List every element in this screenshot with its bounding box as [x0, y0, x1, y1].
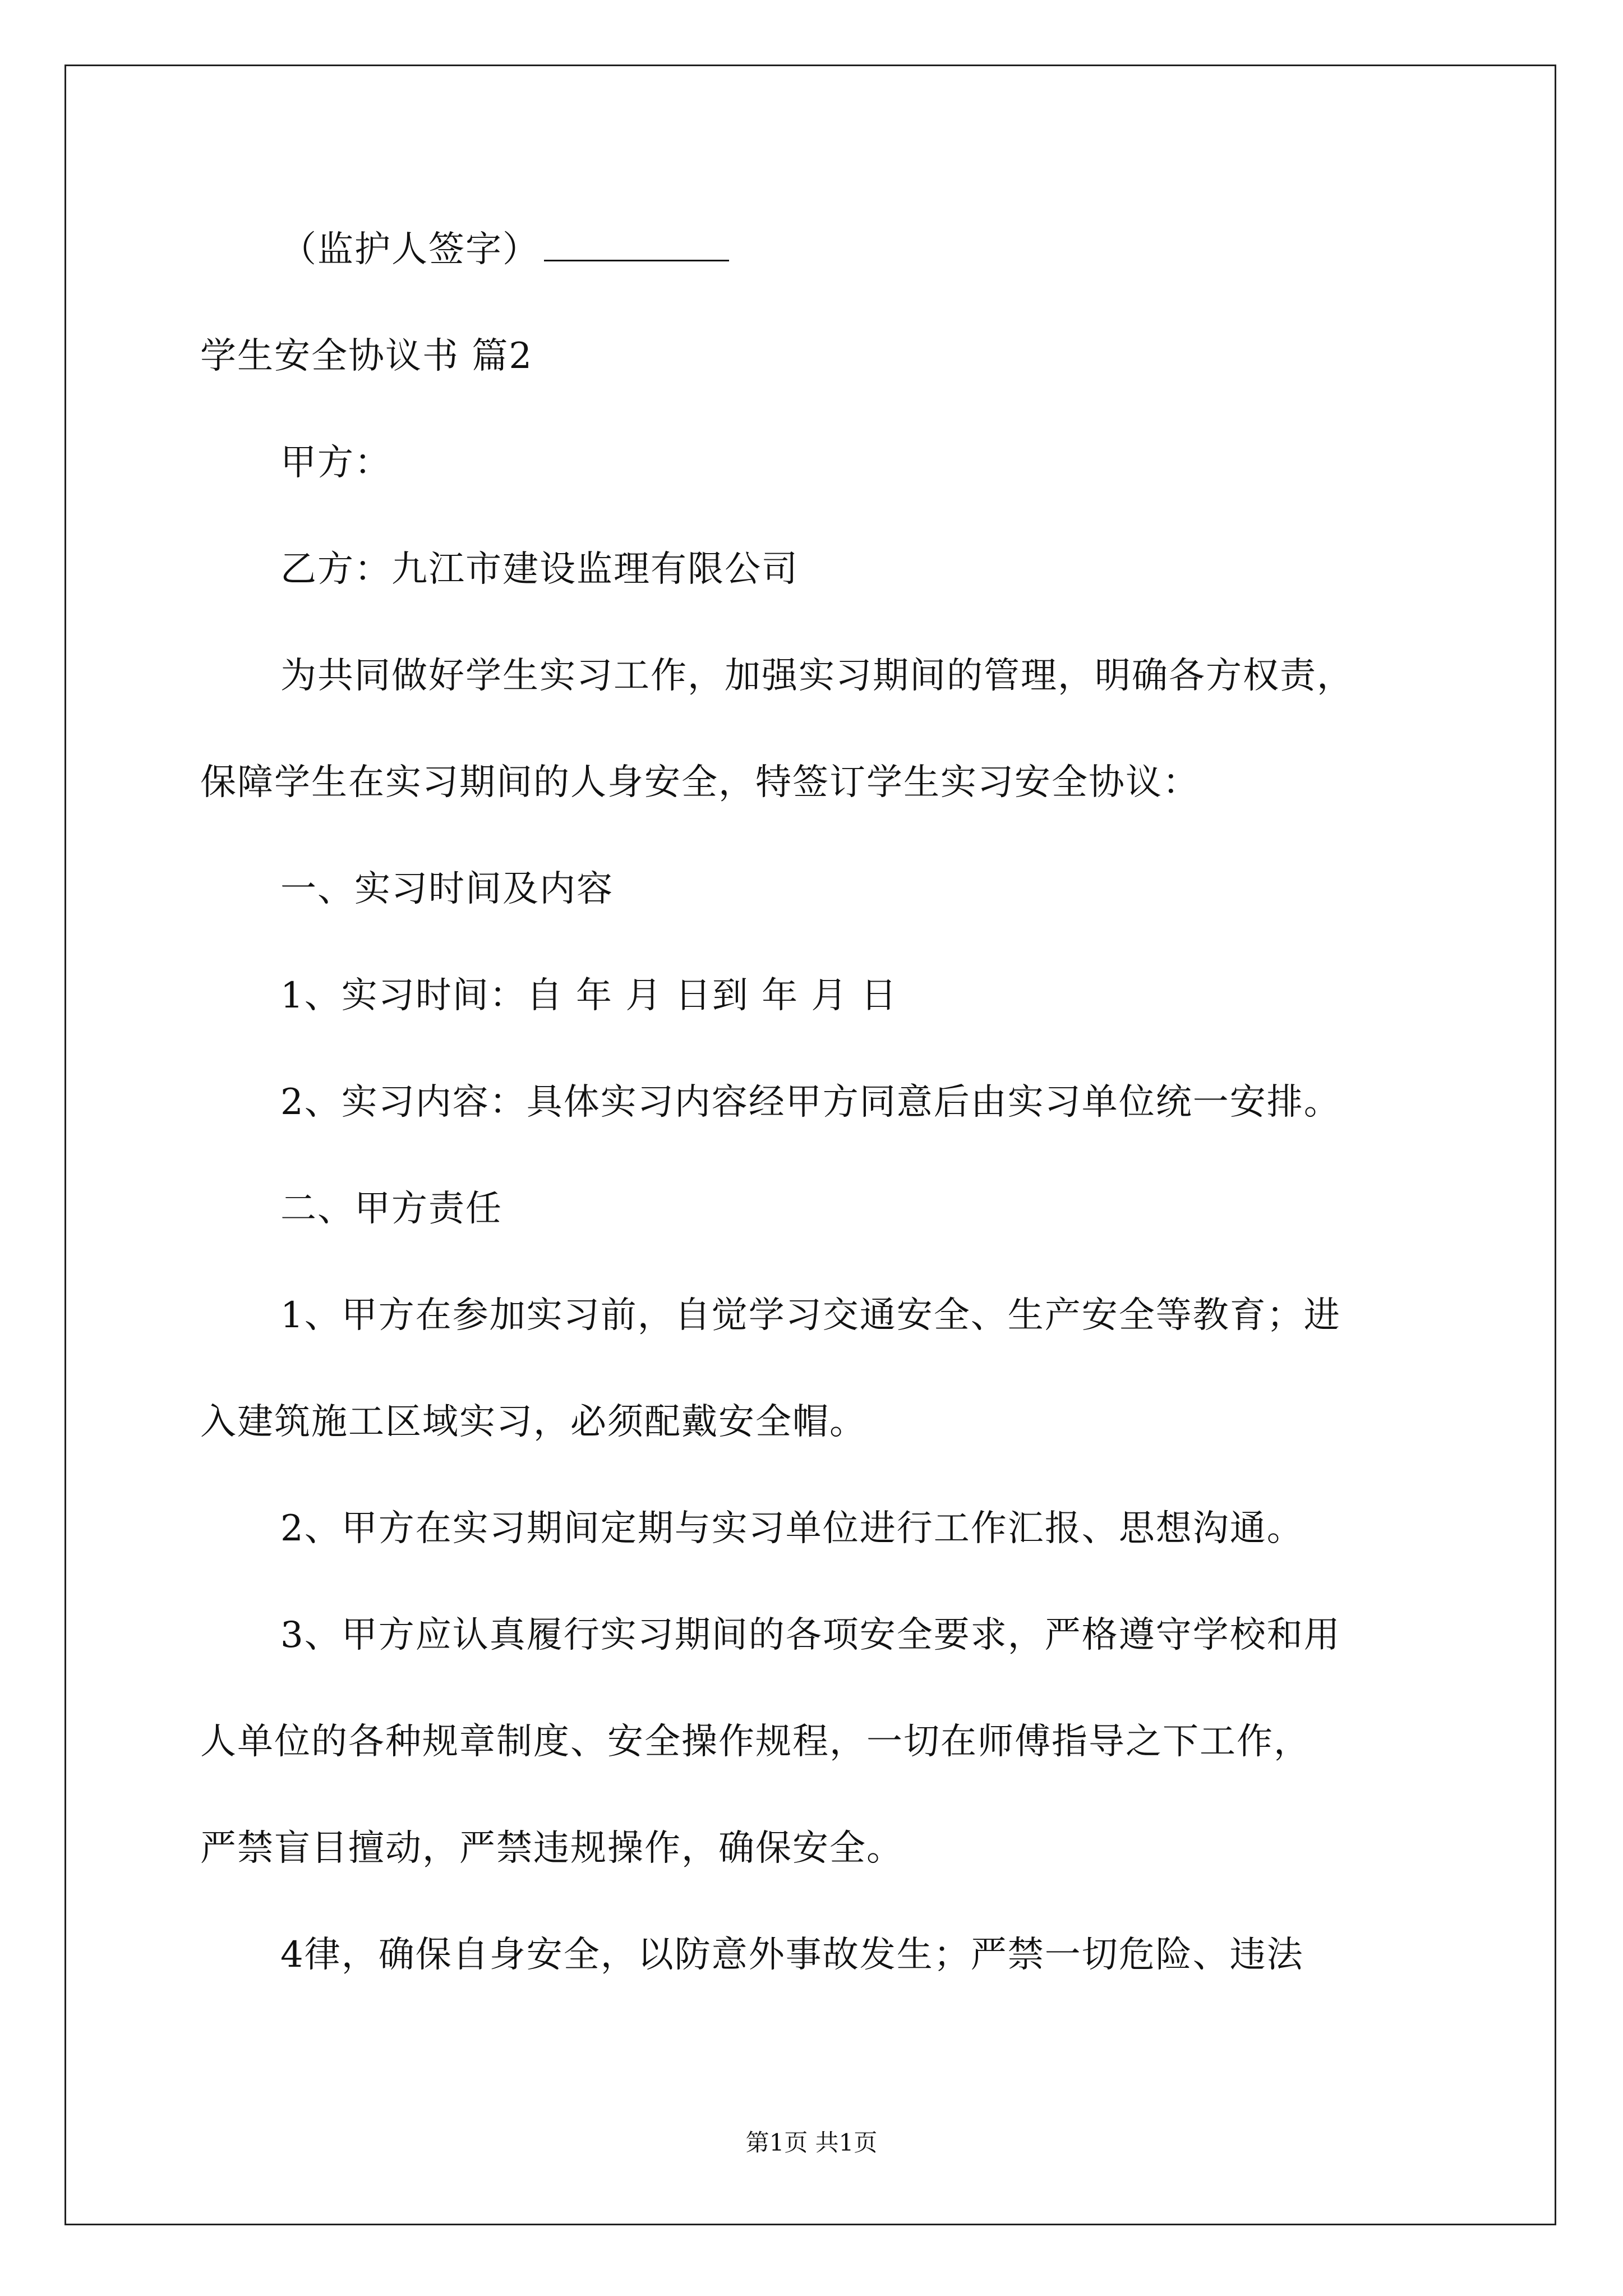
guardian-signature-line	[280, 227, 729, 272]
duty-1-line-2: 入建筑施工区域实习，必须配戴安全帽。	[200, 1401, 866, 1443]
paragraph-intro-2: 保障学生在实习期间的人身安全，特签订学生实习安全协议：	[200, 762, 1200, 803]
heading-time-content: 一、实习时间及内容	[280, 868, 614, 910]
party-a-line: 甲方：	[280, 442, 391, 484]
page-footer: 第1页 共1页	[745, 2129, 878, 2156]
item-time: 1、实习时间：自 年 月 日到 年 月 日	[280, 975, 898, 1016]
duty-4: 4律，确保自身安全，以防意外事故发生；严禁一切危险、违法	[280, 1934, 1304, 1976]
duty-2: 2、甲方在实习期间定期与实习单位进行工作汇报、思想沟通。	[280, 1508, 1304, 1549]
page-border	[64, 65, 1556, 2225]
guardian-signature-label: （监护人签字）	[280, 229, 540, 270]
paragraph-intro-1: 为共同做好学生实习工作，加强实习期间的管理，明确各方权责，	[280, 655, 1354, 697]
section-title: 学生安全协议书 篇2	[200, 335, 533, 377]
item-content: 2、实习内容：具体实习内容经甲方同意后由实习单位统一安排。	[280, 1082, 1341, 1123]
duty-3-line-1: 3、甲方应认真履行实习期间的各项安全要求，严格遵守学校和用	[280, 1614, 1341, 1656]
party-b-line: 乙方：九江市建设监理有限公司	[280, 549, 799, 590]
heading-party-a-duty: 二、甲方责任	[280, 1188, 502, 1230]
duty-1-line-1: 1、甲方在参加实习前，自觉学习交通安全、生产安全等教育；进	[280, 1295, 1341, 1336]
signature-blank	[544, 228, 729, 261]
duty-3-line-2: 人单位的各种规章制度、安全操作规程，一切在师傅指导之下工作，	[200, 1721, 1311, 1763]
duty-3-line-3: 严禁盲目擅动，严禁违规操作，确保安全。	[200, 1828, 903, 1869]
